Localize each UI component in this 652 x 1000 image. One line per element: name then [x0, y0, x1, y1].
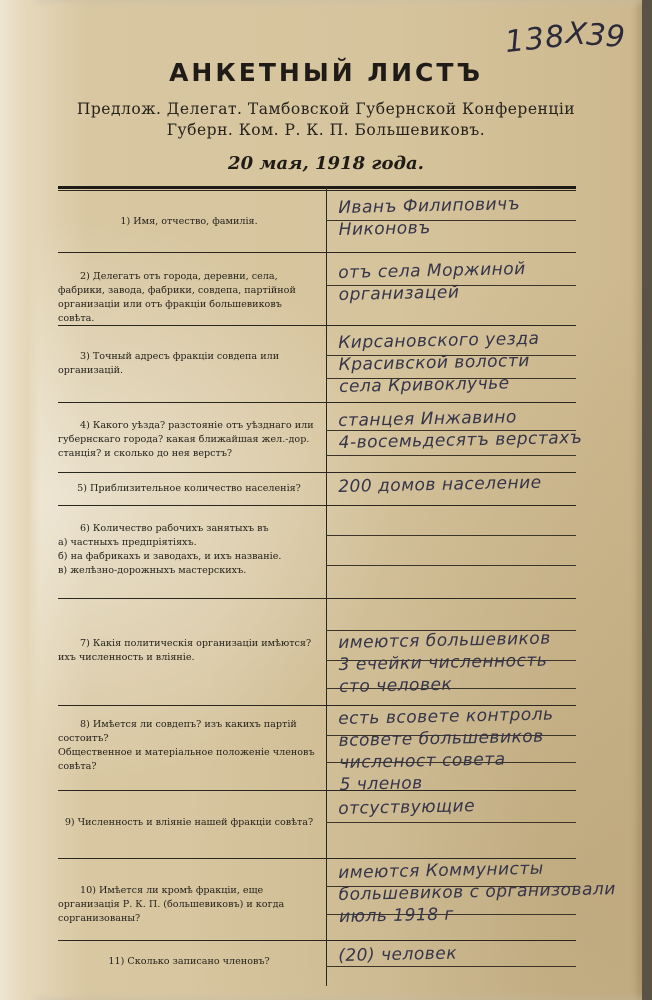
question-5: 5) Приблизительное количество населенія? [77, 483, 301, 494]
answer-2: отъ села Моржиной организацей [338, 259, 526, 305]
paper-edge [0, 0, 40, 1000]
question-9: 9) Численность и вліяніе нашей фракціи совѣта? [64, 817, 314, 828]
form-date: 20 мая, 1918 года. [228, 153, 424, 174]
answer-line [326, 535, 576, 536]
answer-line [326, 822, 576, 823]
form-subtitle-1: Предлож. Делегат. Тамбовской Губернской Конференціи [76, 100, 576, 118]
row-divider [58, 505, 576, 506]
form-subtitle-2: Губерн. Ком. Р. К. П. Большевиковъ. [166, 121, 486, 139]
answer-4: станцея Инжавино 4-восемьдесятъ верстахъ [338, 407, 583, 453]
question-1: 1) Имя, отчество, фамилія. [120, 216, 258, 227]
answer-1: Иванъ Филиповичъ Никоновъ [338, 194, 521, 240]
question-2: 2) Делегатъ отъ города, деревни, села, фабрики, завода, фабрики, совдепа, партійной организаціи или отъ фракціи большевиковъ совѣта. [58, 271, 296, 324]
answer-10: имеются Коммунисты большевиков с организовали июль 1918 г [338, 858, 617, 927]
answer-9: отсуствующие [338, 796, 476, 819]
question-10: 10) Имѣется ли кромѣ фракціи, еще организація Р. К. П. (большевиковъ) и когда сорганизованы? [58, 885, 285, 924]
table-top-rule-thin [58, 190, 576, 191]
question-3: 3) Точный адресъ фракціи совдепа или организацій. [58, 351, 280, 376]
row-divider [58, 252, 576, 253]
answer-3: Кирсановского уезда Красивской волости села Кривоклучье [338, 328, 540, 397]
answer-line [326, 455, 576, 456]
archive-number-crossed: X39 [564, 15, 626, 56]
document-sheet [12, 0, 642, 1000]
archive-number: 138 [503, 18, 567, 61]
answer-8: есть всовете контроль всовете большевиков численост совета 5 членов [338, 704, 554, 795]
row-divider [58, 402, 576, 403]
question-11: 11) Сколько записано членовъ? [108, 956, 270, 967]
question-6: 6) Количество рабочихъ занятыхъ въ а) частныхъ предпріятіяхъ. б) на фабрикахъ и заводахъ, и ихъ названіе. в) желѣзно-дорожныхъ мастерскихъ. [58, 523, 282, 576]
question-7: 7) Какія политическія организаціи имѣются? ихъ численность и вліяніе. [58, 638, 312, 663]
answer-11: (20) человек [338, 943, 458, 966]
column-divider [326, 186, 327, 986]
question-4: 4) Какого уѣзда? разстояніе отъ уѣзднаго или губернскаго города? какая ближайшая жел.-дор. станція? и сколько до нея верстъ? [58, 420, 314, 459]
answer-7: имеются большевиков 3 ечейки численность сто человек [338, 628, 551, 697]
table-top-rule [58, 186, 576, 189]
answer-5: 200 домов население [338, 472, 542, 497]
row-divider [58, 598, 576, 599]
form-title: АНКЕТНЫЙ ЛИСТЪ [169, 58, 483, 87]
answer-line [326, 565, 576, 566]
question-8: 8) Имѣется ли совдепъ? изъ какихъ партій состоитъ? Общественное и матеріальное положеніе членовъ совѣта? [58, 719, 315, 772]
